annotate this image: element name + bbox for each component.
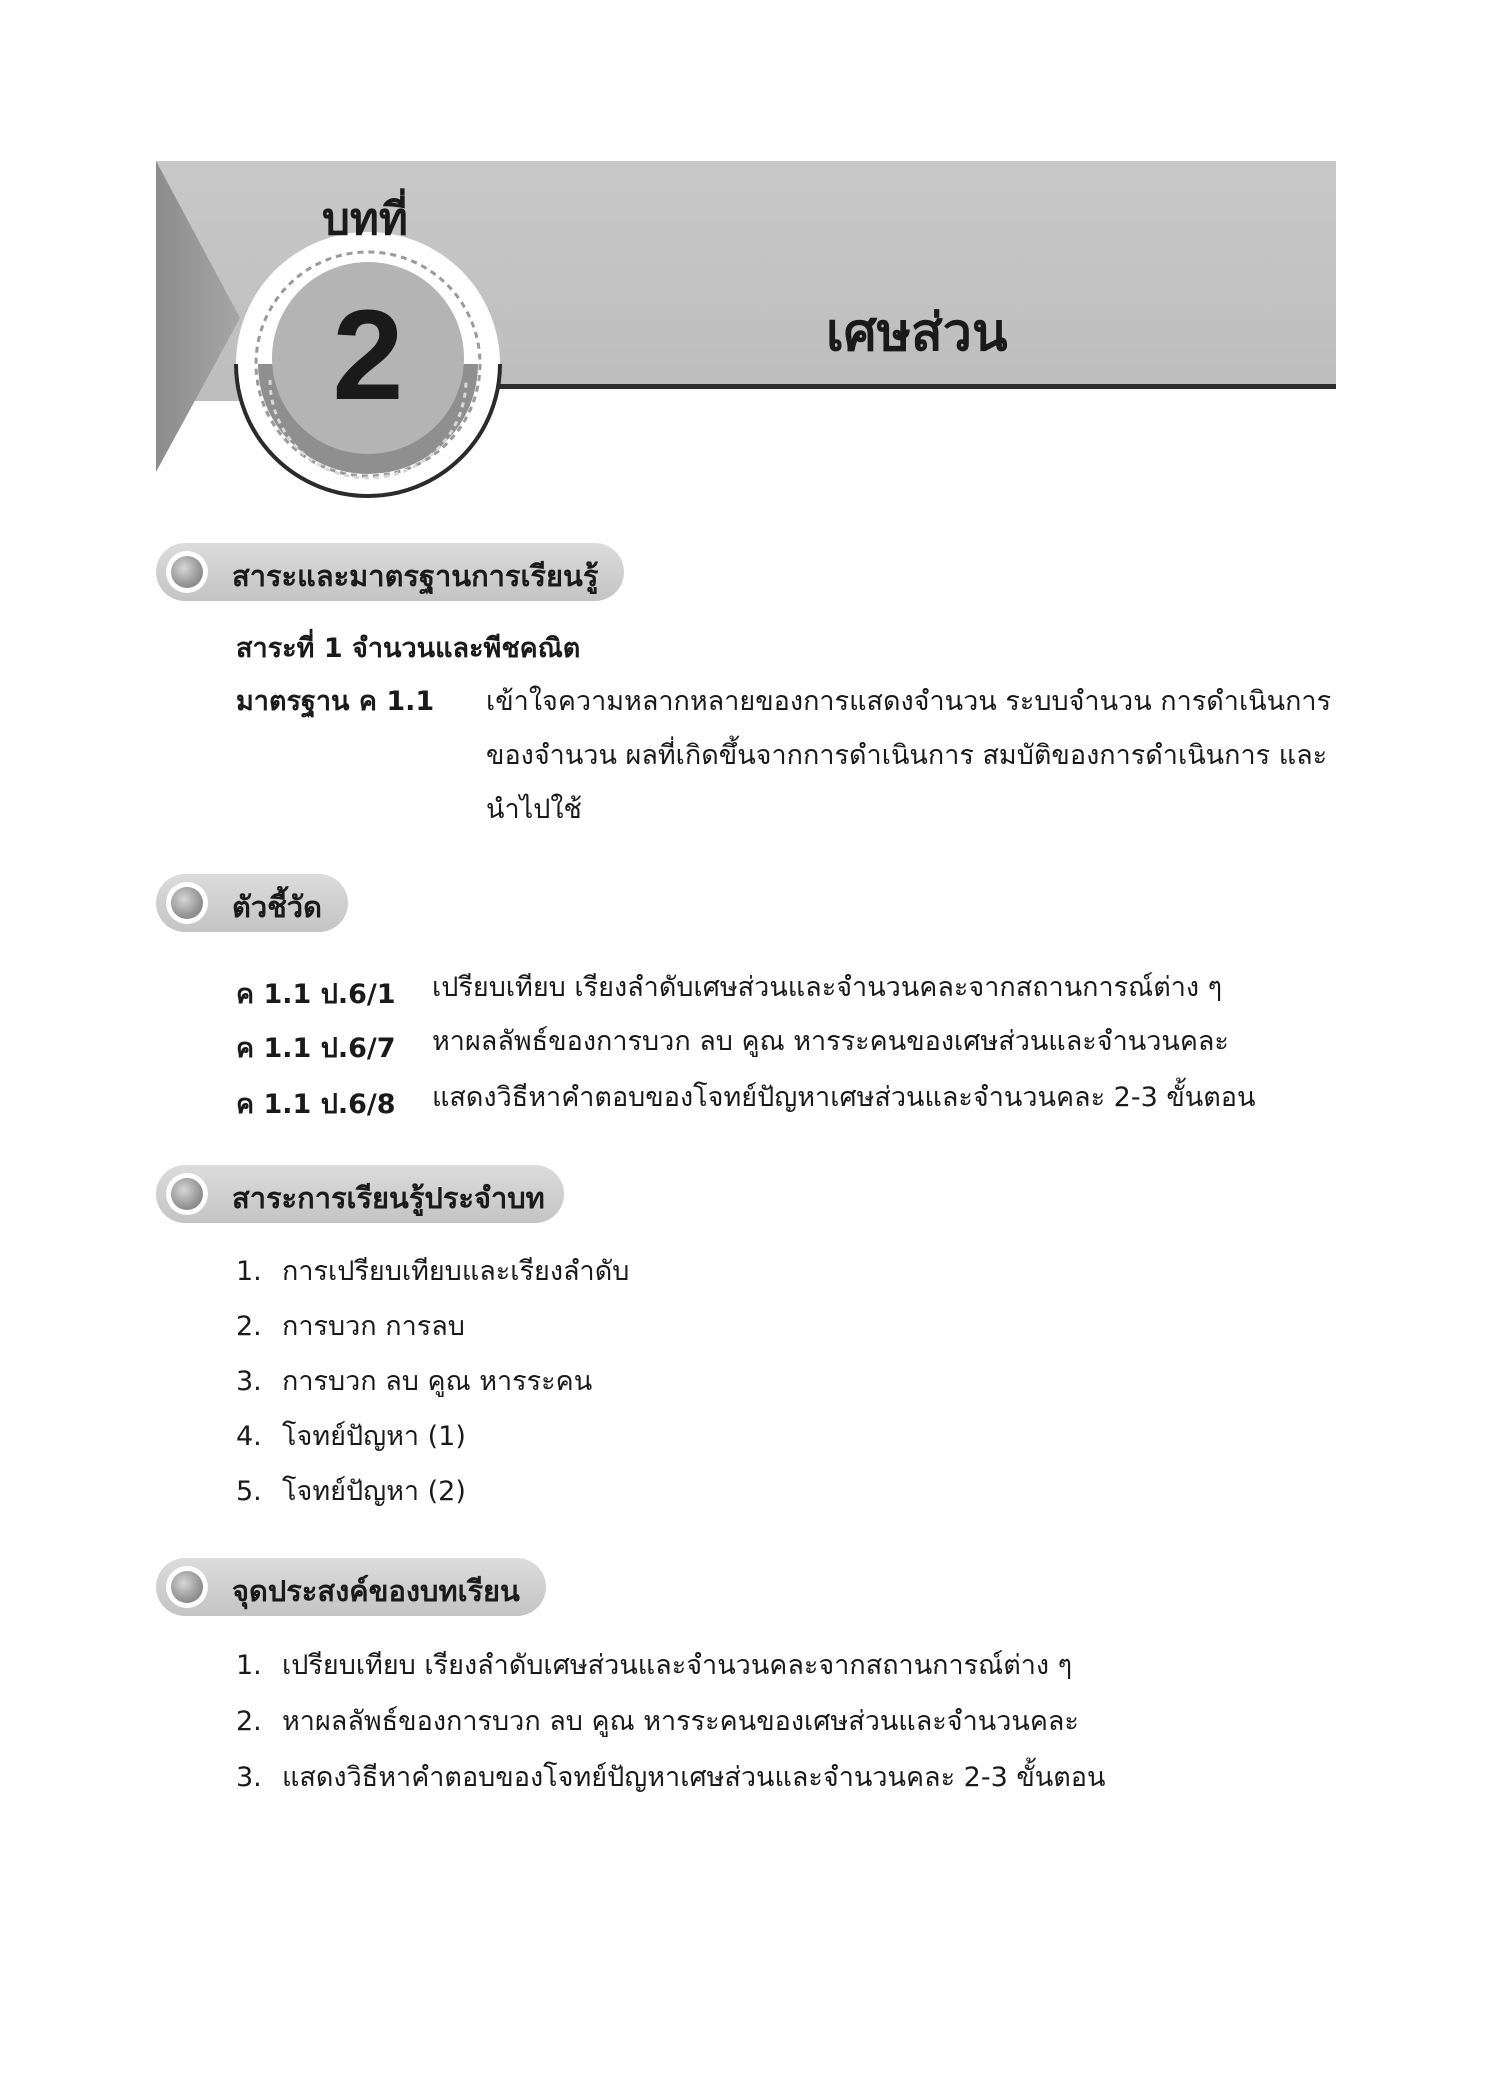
- standard-description-line: เข้าใจความหลากหลายของการแสดงจำนวน ระบบจำนวน การดำเนินการ: [486, 686, 1332, 717]
- standard-code: มาตรฐาน ค 1.1: [236, 686, 435, 717]
- list-item: โจทย์ปัญหา (2): [282, 1476, 466, 1507]
- section-heading-indicators: [156, 874, 348, 932]
- list-item-number: 1.: [236, 1650, 262, 1681]
- chapter-label: บทที่: [322, 194, 408, 245]
- indicator-text: หาผลลัพธ์ของการบวก ลบ คูณ หารระคนของเศษส่วนและจำนวนคละ: [432, 1026, 1229, 1057]
- list-item: หาผลลัพธ์ของการบวก ลบ คูณ หารระคนของเศษส่วนและจำนวนคละ: [282, 1706, 1079, 1737]
- section-heading-objectives: [156, 1558, 546, 1616]
- section-heading-label: ตัวชี้วัด: [232, 890, 322, 924]
- indicator-code: ค 1.1 ป.6/1: [236, 979, 396, 1010]
- list-item: แสดงวิธีหาคำตอบของโจทย์ปัญหาเศษส่วนและจำนวนคละ 2-3 ขั้นตอน: [282, 1762, 1106, 1793]
- list-item-number: 1.: [236, 1256, 262, 1287]
- list-item: การบวก ลบ คูณ หารระคน: [282, 1366, 593, 1397]
- list-item: โจทย์ปัญหา (1): [282, 1421, 466, 1452]
- list-item-number: 3.: [236, 1366, 262, 1397]
- chapter-number: 2: [332, 284, 404, 427]
- section-heading-label: สาระการเรียนรู้ประจำบท: [232, 1181, 545, 1215]
- standard-description-line: นำไปใช้: [486, 794, 582, 825]
- list-item-number: 2.: [236, 1311, 262, 1342]
- indicator-code: ค 1.1 ป.6/7: [236, 1033, 396, 1064]
- standard-description-line: ของจำนวน ผลที่เกิดขึ้นจากการดำเนินการ สมบัติของการดำเนินการ และ: [486, 740, 1328, 771]
- chapter-banner-graphic: [0, 0, 1504, 520]
- indicator-text: แสดงวิธีหาคำตอบของโจทย์ปัญหาเศษส่วนและจำนวนคละ 2-3 ขั้นตอน: [432, 1082, 1256, 1113]
- section-bullet-icon: [166, 551, 208, 593]
- section-bullet-icon: [166, 882, 208, 924]
- list-item: การบวก การลบ: [282, 1311, 465, 1342]
- list-item-number: 5.: [236, 1476, 262, 1507]
- section-heading-label: จุดประสงค์ของบทเรียน: [232, 1574, 520, 1608]
- indicator-text: เปรียบเทียบ เรียงลำดับเศษส่วนและจำนวนคละจากสถานการณ์ต่าง ๆ: [432, 972, 1223, 1003]
- chapter-title: เศษส่วน: [826, 303, 1008, 363]
- chapter-header: [0, 0, 1504, 520]
- list-item-number: 2.: [236, 1706, 262, 1737]
- section-bullet-icon: [166, 1173, 208, 1215]
- section-heading-content: [156, 1165, 564, 1223]
- indicator-code: ค 1.1 ป.6/8: [236, 1089, 396, 1120]
- list-item-number: 3.: [236, 1762, 262, 1793]
- list-item-number: 4.: [236, 1421, 262, 1452]
- list-item: การเปรียบเทียบและเรียงลำดับ: [282, 1256, 630, 1287]
- list-item: เปรียบเทียบ เรียงลำดับเศษส่วนและจำนวนคละจากสถานการณ์ต่าง ๆ: [282, 1650, 1073, 1681]
- section-bullet-icon: [166, 1566, 208, 1608]
- section-heading-label: สาระและมาตรฐานการเรียนรู้: [232, 559, 599, 593]
- section-heading-standards: [156, 543, 624, 601]
- strand-text: สาระที่ 1 จำนวนและพีชคณิต: [236, 633, 581, 664]
